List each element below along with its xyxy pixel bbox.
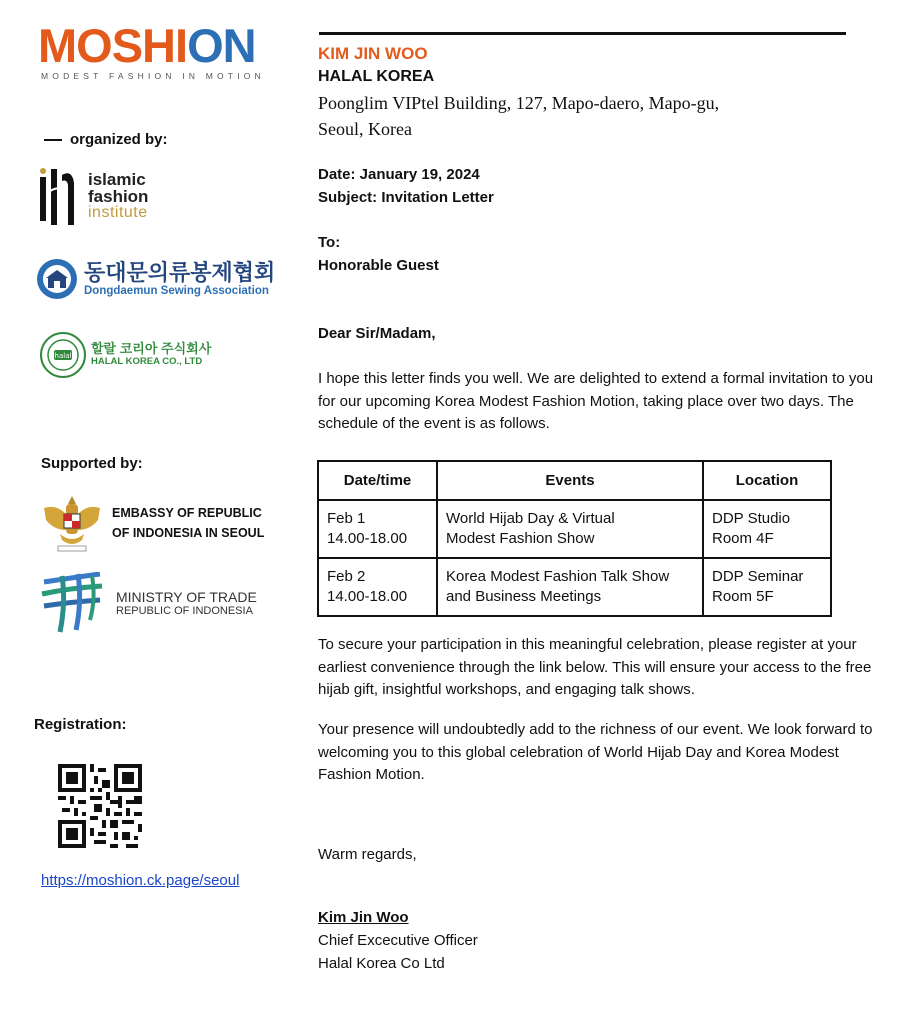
- cell-location: [703, 500, 831, 558]
- svg-text:halal: halal: [54, 352, 72, 360]
- cell-date: Feb 2: [327, 568, 366, 585]
- header-date-time: Date/time: [318, 461, 437, 500]
- embassy-logo: [40, 490, 264, 556]
- cell-event-line2: Modest Fashion Show: [446, 530, 595, 547]
- dsa-korean-name: 동대문의류봉제협회: [84, 259, 276, 285]
- cell-date: Feb 1: [327, 510, 366, 527]
- sender-address: [318, 90, 798, 142]
- salutation: Dear Sir/Madam,: [318, 325, 436, 342]
- registration-link[interactable]: https://moshion.ck.page/seoul: [41, 872, 240, 889]
- ifi-line1: islamic: [88, 170, 146, 189]
- qr-code-icon: [58, 764, 142, 848]
- cell-date-time: [318, 558, 437, 616]
- halal-korea-logo: [40, 332, 211, 378]
- islamic-fashion-institute-logo: [38, 163, 148, 229]
- cell-location-line1: DDP Seminar: [712, 568, 804, 585]
- paragraph-intro: I hope this letter finds you well. We are delighted to extend a formal invitation to you for our upcoming Korea Modest Fashion Motion, taking place over two days. The schedule of the event is as follows.: [318, 370, 874, 432]
- garuda-emblem-icon: [40, 490, 104, 556]
- cell-time: 14.00-18.00: [327, 588, 408, 605]
- sender-address-line2: Seoul, Korea: [318, 119, 412, 139]
- dash-divider: [44, 139, 62, 141]
- organized-by-label: organized by:: [70, 131, 168, 148]
- sender-organization: HALAL KOREA: [318, 68, 435, 85]
- dsa-emblem-icon: [36, 258, 78, 300]
- cell-location-line2: Room 4F: [712, 530, 774, 547]
- table-row: [318, 500, 831, 558]
- cell-date-time: [318, 500, 437, 558]
- registration-label: Registration:: [34, 716, 127, 733]
- halal-korea-korean-name: 할랄 코리아 주식회사: [91, 341, 212, 357]
- embassy-line2: OF INDONESIA IN SEOUL: [112, 526, 265, 540]
- cell-event: [437, 558, 703, 616]
- sender-name: KIM JIN WOO: [318, 44, 428, 63]
- registration-qr-code[interactable]: [58, 764, 142, 853]
- logo-text-part1: MOSHI: [38, 19, 188, 72]
- signer-company: Halal Korea Co Ltd: [318, 955, 445, 972]
- moshion-logo: [38, 19, 256, 72]
- dongdaemun-sewing-association-logo: [36, 258, 275, 300]
- header-events: Events: [437, 461, 703, 500]
- halal-korea-english-name: HALAL KOREA CO., LTD: [91, 356, 203, 367]
- embassy-line1: EMBASSY OF REPUBLIC: [112, 506, 262, 520]
- ministry-emblem-icon: [40, 572, 104, 634]
- ministry-line2: REPUBLIC OF INDONESIA: [116, 604, 253, 617]
- table-row: [318, 558, 831, 616]
- ifi-line2: fashion: [88, 187, 149, 206]
- cell-time: 14.00-18.00: [327, 530, 408, 547]
- paragraph-registration: To secure your participation in this meaningful celebration, please register at your earliest convenience through the link below. This will ensure your access to the free hijab gift, insightful workshops, and engaging talk shows.: [318, 636, 872, 698]
- schedule-table: [317, 460, 832, 617]
- ifi-emblem-icon: [38, 163, 80, 229]
- halal-seal-icon: [40, 332, 86, 378]
- dsa-english-name: Dongdaemun Sewing Association: [84, 284, 269, 297]
- cell-location-line2: Room 5F: [712, 588, 774, 605]
- header-location: Location: [703, 461, 831, 500]
- ifi-line3: institute: [88, 204, 148, 221]
- closing-phrase: Warm regards,: [318, 846, 417, 863]
- cell-location: [703, 558, 831, 616]
- to-label: To:: [318, 234, 341, 251]
- supported-by-label: Supported by:: [41, 455, 143, 472]
- signer-title: Chief Excecutive Officer: [318, 932, 478, 949]
- recipient: Honorable Guest: [318, 257, 439, 274]
- logo-text-part2: ON: [187, 19, 256, 72]
- letter-subject: Subject: Invitation Letter: [318, 189, 494, 206]
- organized-by-heading: [44, 131, 168, 148]
- ministry-line1: MINISTRY OF TRADE: [116, 588, 257, 605]
- sender-address-line1: Poonglim VIPtel Building, 127, Mapo-daero, Mapo-gu,: [318, 93, 720, 113]
- cell-event-line1: World Hijab Day & Virtual: [446, 510, 615, 527]
- header-rule: [319, 32, 846, 35]
- ministry-of-trade-logo: [40, 572, 257, 634]
- logo-tagline: MODEST FASHION IN MOTION: [41, 71, 265, 81]
- signer-name: Kim Jin Woo: [318, 909, 409, 926]
- cell-location-line1: DDP Studio: [712, 510, 791, 527]
- cell-event-line1: Korea Modest Fashion Talk Show: [446, 568, 670, 585]
- table-header-row: [318, 461, 831, 500]
- cell-event: [437, 500, 703, 558]
- cell-event-line2: and Business Meetings: [446, 588, 602, 605]
- paragraph-closing: Your presence will undoubtedly add to the richness of our event. We look forward to welcoming you to this global celebration of World Hijab Day and Korea Modest Fashion Motion.: [318, 721, 873, 783]
- letter-date: Date: January 19, 2024: [318, 166, 480, 183]
